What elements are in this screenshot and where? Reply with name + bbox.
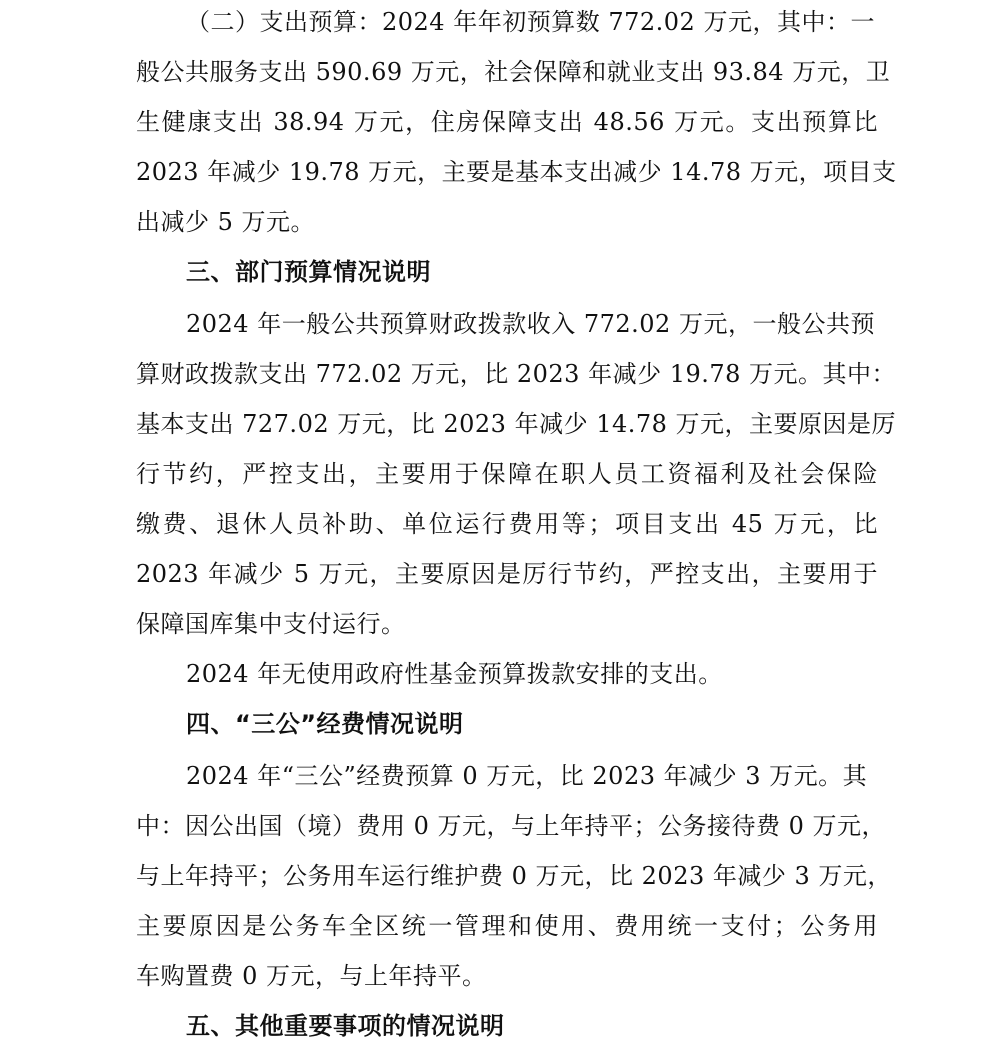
- paragraph-line: 2024 年“三公”经费预算 0 万元，比 2023 年减少 3 万元。其: [186, 762, 868, 790]
- section-heading: 四、“三公”经费情况说明: [186, 710, 464, 738]
- paragraph-line: 保障国库集中支付运行。: [136, 610, 406, 638]
- paragraph-line: 2024 年无使用政府性基金预算拨款安排的支出。: [186, 660, 723, 688]
- paragraph-line: 算财政拨款支出 772.02 万元，比 2023 年减少 19.78 万元。其中：: [136, 360, 897, 388]
- paragraph-line: 2024 年一般公共预算财政拨款收入 772.02 万元，一般公共预: [186, 310, 875, 338]
- section-heading: 三、部门预算情况说明: [186, 258, 431, 286]
- paragraph-line: 车购置费 0 万元，与上年持平。: [136, 962, 487, 990]
- paragraph-line: 出减少 5 万元。: [136, 208, 316, 236]
- paragraph-line: 般公共服务支出 590.69 万元，社会保障和就业支出 93.84 万元，卫: [136, 58, 891, 86]
- paragraph-line: 基本支出 727.02 万元，比 2023 年减少 14.78 万元，主要原因是厉: [136, 410, 897, 438]
- paragraph-line: 中：因公出国（境）费用 0 万元，与上年持平；公务接待费 0 万元，: [136, 812, 887, 840]
- paragraph-line: 与上年持平；公务用车运行维护费 0 万元，比 2023 年减少 3 万元，: [136, 862, 892, 890]
- paragraph-line: （二）支出预算：2024 年年初预算数 772.02 万元，其中：一: [186, 8, 875, 36]
- paragraph-line: 缴费、退休人员补助、单位运行费用等；项目支出 45 万元，比: [136, 510, 878, 538]
- paragraph-line: 2023 年减少 5 万元，主要原因是厉行节约，严控支出，主要用于: [136, 560, 878, 588]
- paragraph-line: 主要原因是公务车全区统一管理和使用、费用统一支付；公务用: [136, 912, 878, 940]
- paragraph-line: 2023 年减少 19.78 万元，主要是基本支出减少 14.78 万元，项目支: [136, 158, 897, 186]
- paragraph-line: 行节约，严控支出，主要用于保障在职人员工资福利及社会保险: [136, 460, 878, 488]
- section-heading: 五、其他重要事项的情况说明: [186, 1012, 505, 1040]
- paragraph-line: 生健康支出 38.94 万元，住房保障支出 48.56 万元。支出预算比: [136, 108, 878, 136]
